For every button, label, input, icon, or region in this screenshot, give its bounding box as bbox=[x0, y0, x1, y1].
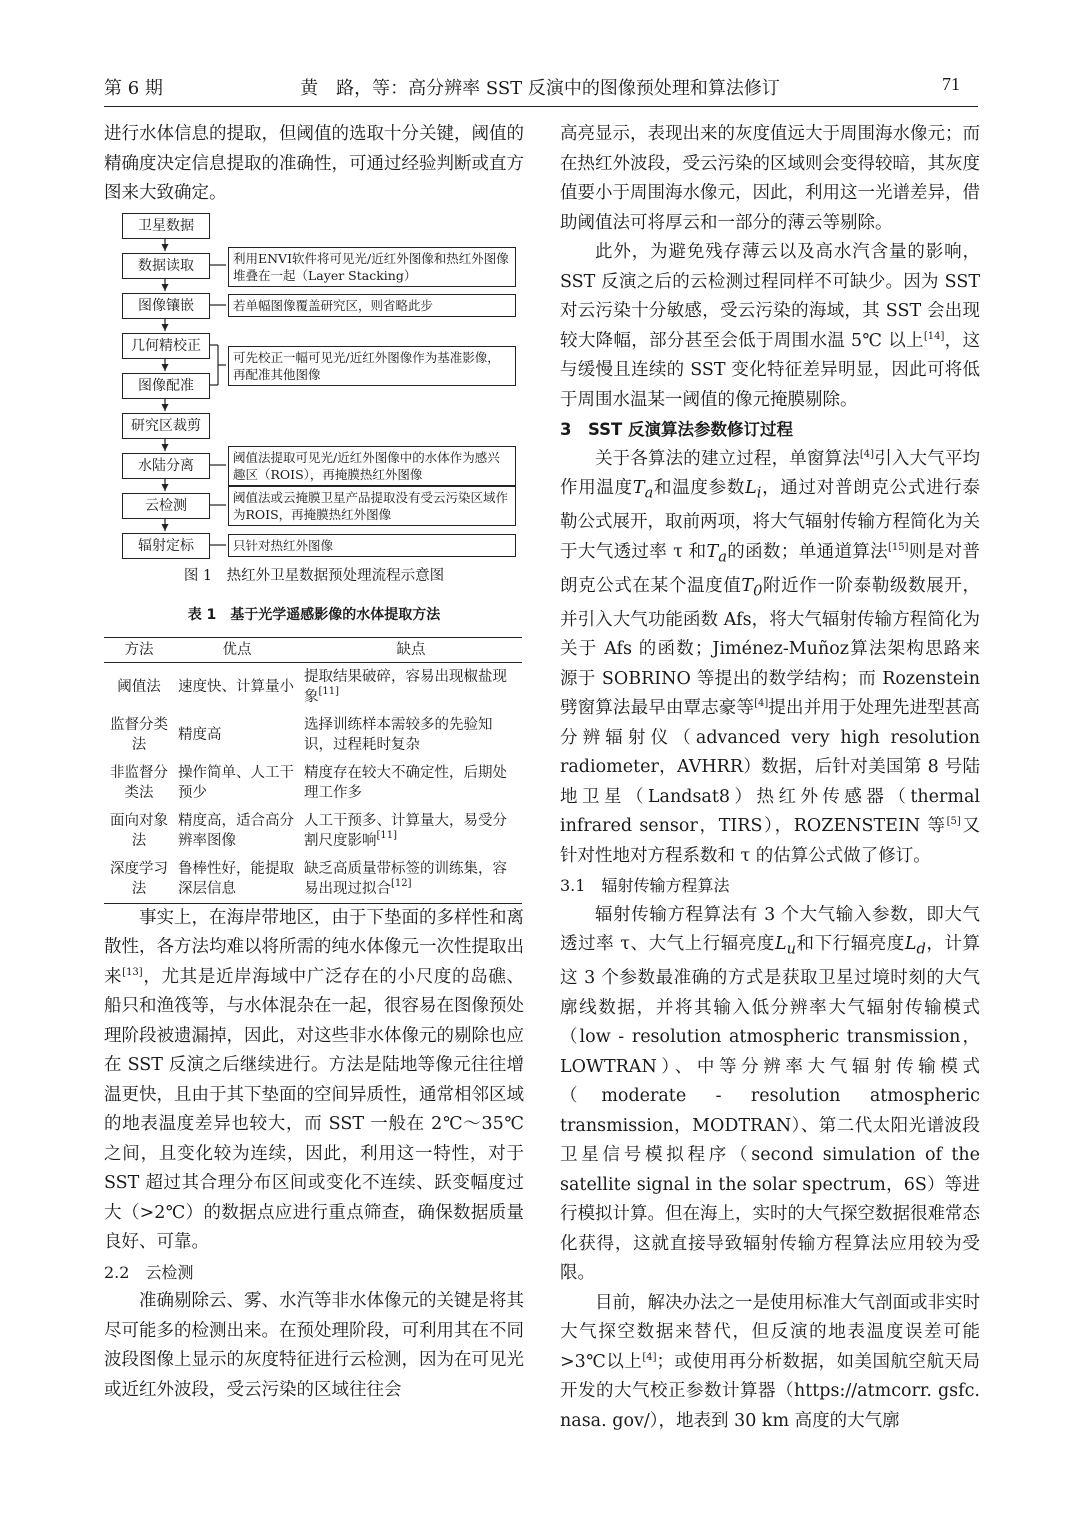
table-row bbox=[104, 807, 522, 855]
variable-subscript: i bbox=[756, 484, 762, 502]
text: ；或使用再分析数据，如美国航空航天局开发的大气校正参数计算器（https://atmcorr. gsfc. nasa. gov/），地表到 30 km 高度的大气廓 bbox=[560, 1351, 981, 1431]
table-row bbox=[104, 759, 522, 807]
text: 引入大气平均作用温度 bbox=[560, 448, 981, 498]
paragraph bbox=[104, 904, 524, 1258]
citation: [5] bbox=[946, 816, 961, 827]
flow-step: 云检测 bbox=[122, 493, 210, 519]
variable-subscript: u bbox=[786, 940, 796, 958]
con-cell bbox=[300, 662, 522, 711]
page-number: 71 bbox=[942, 74, 960, 94]
text: ，计算这 3 个参数最准确的方式是获取卫星过境时刻的大气廓线数据，并将其输入低分辨率大气辐射传输模式（low - resolution atmospheric transmission，LOWTRAN）、中等分辨率大气辐射传输模式（moderate - resolution atmospheric transmission，MODTRAN）、第二代太阳光谱波段卫星信号模拟程序（second simulation of the satellite signal in the solar spectrum，6S）等进行模拟计算。但在海上，实时的大气探空数据很难常态化获得，这就直接导致辐射传输方程算法应用较为受限。 bbox=[560, 934, 981, 1283]
paragraph bbox=[560, 901, 980, 1289]
flow-note: 阈值法或云掩膜卫星产品提取没有受云污染区域作为ROIS，再掩膜热红外图像 bbox=[228, 486, 516, 526]
citation: [12] bbox=[391, 877, 412, 889]
text: 目前，解决办法之一是使用标准大气剖面或非实时大气探空数据来替代，但反演的地表温度误差可能 >3℃以上 bbox=[560, 1292, 980, 1372]
flow-step: 图像镶嵌 bbox=[122, 293, 210, 319]
header-rule bbox=[104, 106, 978, 107]
con-cell bbox=[300, 759, 522, 807]
citation: [14] bbox=[923, 330, 945, 342]
method-cell: 监督分类法 bbox=[110, 716, 168, 753]
text: 事实上，在海岸带地区，由于下垫面的多样性和离散性，各方法均难以将所需的纯水体像元一次性提取出来 bbox=[104, 907, 524, 987]
flow-note: 若单幅图像覆盖研究区，则省略此步 bbox=[228, 294, 516, 317]
pro-cell: 操作简单、人工干预少 bbox=[178, 764, 294, 801]
paragraph: 进行水体信息的提取，但阈值的选取十分关键，阈值的精确度决定信息提取的准确性，可通过经验判断或直方图来大致确定。 bbox=[104, 124, 524, 203]
pro-cell: 精度高 bbox=[178, 726, 222, 743]
con-text: 选择训练样本需较多的先验知识，过程耗时复杂 bbox=[304, 716, 493, 753]
method-cell: 面向对象法 bbox=[110, 812, 168, 849]
con-text: 缺乏高质量带标签的训练集，容易出现过拟合 bbox=[304, 860, 507, 897]
flow-step: 研究区裁剪 bbox=[122, 413, 210, 439]
text: 的函数；单通道算法 bbox=[726, 541, 889, 562]
citation: [11] bbox=[318, 685, 340, 697]
method-cell: 阈值法 bbox=[117, 678, 161, 695]
pro-cell: 精度高，适合高分辨率图像 bbox=[178, 812, 294, 849]
flow-note: 只针对热红外图像 bbox=[228, 534, 516, 557]
paragraph bbox=[560, 238, 980, 415]
variable: T bbox=[632, 478, 645, 498]
method-cell: 深度学习法 bbox=[104, 855, 174, 904]
citation: [4] bbox=[859, 448, 875, 460]
table-header: 优点 bbox=[174, 637, 300, 662]
text: ，尤其是近岸海域中广泛存在的小尺度的岛礁、船只和渔筏等，与水体混杂在一起，很容易在图像预处理阶段被遗漏掉，因此，对这些非水体像元的剔除也应在 SST 反演之后继续进行。方法是陆地等像元往往增温更快，且由于其下垫面的空间异质性，通常相邻区域的地表温度差异也较大，而 SST 一般在 2℃～35℃之间，且变化较为连续，因此，利用这一特性，对于 SST 超过其合理分布区间或变化不连续、跃变幅度过大（>2℃）的数据点应进行重点筛查，确保数据质量良好、可靠。 bbox=[104, 966, 525, 1252]
running-title: 黄 路，等：高分辨率 SST 反演中的图像预处理和算法修订 bbox=[300, 78, 780, 99]
flow-step: 图像配准 bbox=[122, 373, 210, 399]
paragraph: 高亮显示，表现出来的灰度值远大于周围海水像元；而在热红外波段，受云污染的区域则会变得较暗，其灰度值要小于周围海水像元，因此，利用这一光谱差异，借助阈值法可将厚云和一部分的薄云等剔除。 bbox=[560, 124, 980, 233]
issue-number: 第 6 期 bbox=[104, 78, 163, 99]
paragraph bbox=[560, 445, 980, 872]
con-text: 精度存在较大不确定性，后期处理工作多 bbox=[304, 764, 507, 801]
citation: [13] bbox=[122, 966, 143, 978]
table-row bbox=[104, 855, 522, 904]
con-cell bbox=[300, 807, 522, 855]
table-header: 方法 bbox=[104, 637, 174, 662]
variable: T bbox=[741, 575, 754, 596]
flow-step: 卫星数据 bbox=[122, 213, 210, 239]
text: 此外，为避免残存薄云以及高水汽含量的影响，SST 反演之后的云检测过程同样不可缺少。因为 SST 对云污染十分敏感，受云污染的海域，其 SST 会出现较大降幅，部分甚至会低于周围水温 5℃ 以上 bbox=[560, 242, 980, 351]
citation: [11] bbox=[376, 829, 398, 841]
figure-caption: 图 1 热红外卫星数据预处理流程示意图 bbox=[183, 567, 445, 584]
citation: [4] bbox=[642, 1351, 657, 1363]
table-row bbox=[104, 711, 522, 759]
paragraph bbox=[560, 1289, 980, 1437]
con-text: 提取结果破碎，容易出现椒盐现象 bbox=[304, 668, 507, 705]
text: 提出并用于处理先进型甚高分辨辐射仪（advanced very high resolution radiometer，AVHRR）数据，后针对美国第 8 号陆地卫星（Landsat8）热红外传感器（thermal infrared sensor，TIRS），ROZENSTEIN 等 bbox=[560, 698, 981, 836]
methods-table bbox=[104, 637, 522, 904]
table-header: 缺点 bbox=[300, 637, 522, 662]
text: 关于各算法的建立过程，单窗算法 bbox=[595, 448, 860, 469]
right-column bbox=[560, 120, 980, 1436]
con-text: 人工干预多、计算量大，易受分割尺度影响 bbox=[304, 812, 507, 849]
left-column bbox=[104, 120, 524, 1405]
variable: L bbox=[774, 934, 787, 954]
table-row bbox=[104, 662, 522, 711]
text: ，通过对普朗克公式进行泰勒公式展开，取前两项，将大气辐射传输方程简化为关于大气透过率 τ 和 bbox=[560, 478, 980, 562]
text: 附近作一阶泰勒级数展开，并引入大气功能函数 Afs，将大气辐射传输方程简化为关于 Afs 的函数；Jiménez-Muñoz算法架构思路来源于 SOBRINO 等提出的数学结构；而 Rozenstein 劈窗算法最早由覃志豪等 bbox=[560, 575, 981, 718]
variable: L bbox=[745, 478, 757, 498]
citation: [4] bbox=[754, 698, 769, 709]
flow-note: 阈值法提取可见光/近红外图像中的水体作为感兴趣区（ROIS），再掩膜热红外图像 bbox=[228, 446, 516, 486]
variable: T bbox=[706, 541, 719, 562]
subsection-heading: 2.2 云检测 bbox=[104, 1262, 194, 1282]
paragraph: 准确剔除云、雾、水汽等非水体像元的关键是将其尽可能多的检测出来。在预处理阶段，可利用其在不同波段图像上显示的灰度特征进行云检测，因为在可见光或近红外波段，受云污染的区域往往会 bbox=[104, 1291, 524, 1400]
subsection-heading: 3.1 辐射传输方程算法 bbox=[560, 876, 730, 895]
text: ，这与缓慢且连续的 SST 变化特征差异明显，因此可将低于周围水温某一阈值的像元掩膜剔除。 bbox=[560, 330, 980, 410]
text: 则是对普朗克公式在某个温度值 bbox=[560, 541, 980, 596]
flow-note: 利用ENVI软件将可见光/近红外图像和热红外图像堆叠在一起（Layer Stacking） bbox=[228, 247, 516, 287]
flow-step: 几何精校正 bbox=[122, 333, 210, 359]
pro-cell: 鲁棒性好，能提取深层信息 bbox=[174, 855, 300, 904]
text: 辐射传输方程算法有 3 个大气输入参数，即大气透过率 τ、大气上行辐亮度 bbox=[560, 904, 980, 954]
text: 和温度参数 bbox=[653, 478, 746, 498]
flow-step: 数据读取 bbox=[122, 253, 210, 279]
variable-subscript: a bbox=[718, 548, 727, 565]
con-cell bbox=[300, 855, 522, 904]
variable: L bbox=[904, 934, 917, 954]
flow-step: 水陆分离 bbox=[122, 453, 210, 479]
table-caption: 表 1 基于光学遥感影像的水体提取方法 bbox=[187, 607, 441, 623]
variable-subscript: d bbox=[916, 940, 926, 958]
flow-step: 辐射定标 bbox=[122, 533, 210, 559]
variable-subscript: a bbox=[644, 484, 654, 502]
con-cell bbox=[300, 711, 522, 759]
pro-cell: 速度快、计算量小 bbox=[178, 678, 294, 695]
flow-note: 可先校正一幅可见光/近红外图像作为基准影像，再配准其他图像 bbox=[228, 346, 516, 386]
text: 和下行辐亮度 bbox=[795, 934, 905, 954]
text: 又针对性地对方程系数和 τ 的估算公式做了修订。 bbox=[560, 816, 981, 866]
running-header bbox=[0, 72, 1080, 102]
section-heading: 3 SST 反演算法参数修订过程 bbox=[560, 420, 794, 439]
variable-subscript: 0 bbox=[753, 582, 763, 599]
flowchart bbox=[104, 213, 524, 558]
citation: [15] bbox=[888, 541, 909, 553]
method-cell: 非监督分类法 bbox=[110, 764, 168, 801]
